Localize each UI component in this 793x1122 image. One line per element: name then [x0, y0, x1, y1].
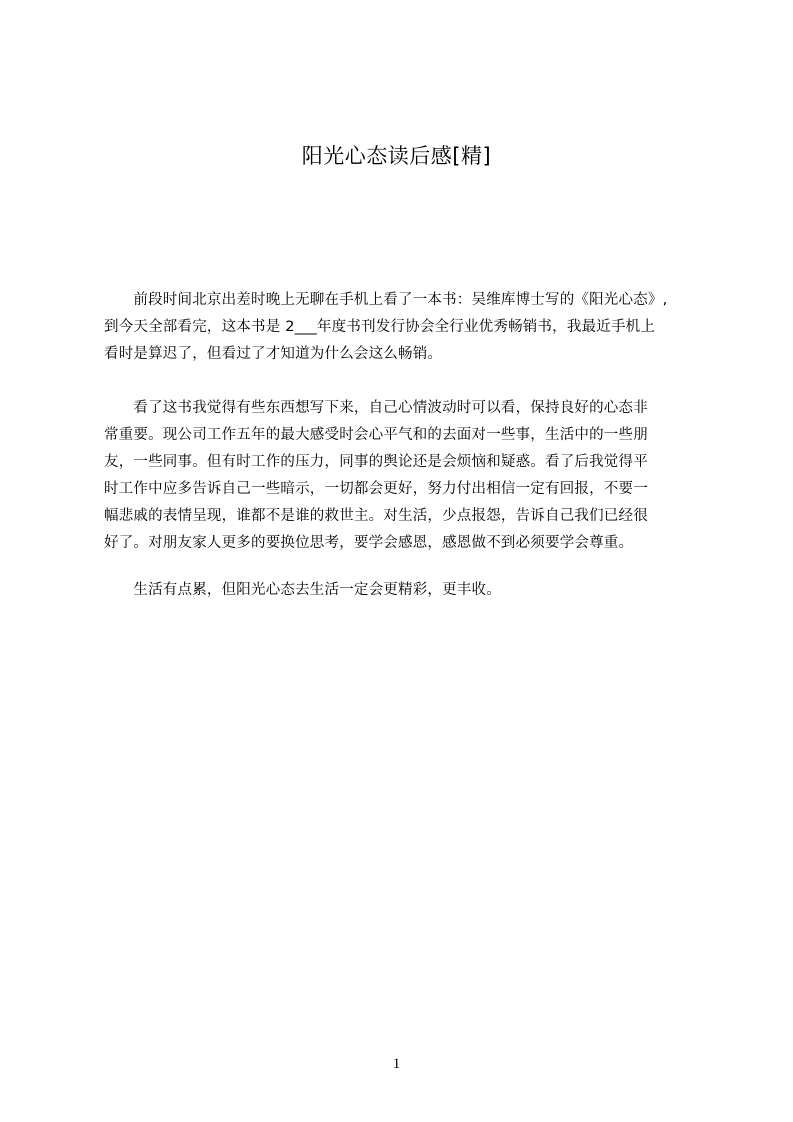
paragraph-line: 常重要。现公司工作五年的最大感受时会心平气和的去面对一些事，生活中的一些朋 — [104, 427, 648, 443]
paragraph-1 — [104, 287, 704, 368]
document-title: 阳光心态读后感[精] — [301, 144, 492, 168]
paragraph-line: 友，一些同事。但有时工作的压力，同事的舆论还是会烦恼和疑惑。看了后我觉得平 — [104, 454, 648, 470]
paragraph-line: 生活有点累，但阳光心态去生活一定会更精彩，更丰收。 — [104, 582, 501, 598]
paragraph-line: 时工作中应多告诉自己一些暗示，一切都会更好，努力付出相信一定有回报，不要一 — [104, 481, 648, 497]
paragraph-line: 看时是算迟了，但看过了才知道为什么会这么畅销。 — [104, 346, 443, 362]
page-number: 1 — [392, 1056, 401, 1072]
paragraph-line: 好了。对朋友家人更多的要换位思考，要学会感恩，感恩做不到必须要学会尊重。 — [104, 535, 634, 551]
paragraph-line: 看了这书我觉得有些东西想写下来，自己心情波动时可以看，保持良好的心态非 — [104, 400, 648, 416]
paragraph-line: 前段时间北京出差时晚上无聊在手机上看了一本书：吴维库博士写的《阳光心态》, — [104, 292, 668, 308]
paragraph-line: 到今天全部看完，这本书是 2___年度书刊发行协会全行业优秀畅销书，我最近手机上 — [104, 319, 656, 335]
paragraph-line: 幅悲戚的表情呈现，谁都不是谁的救世主。对生活，少点报怨，告诉自己我们已经很 — [104, 508, 648, 524]
paragraph-2 — [104, 395, 704, 557]
paragraph-3 — [104, 577, 704, 604]
